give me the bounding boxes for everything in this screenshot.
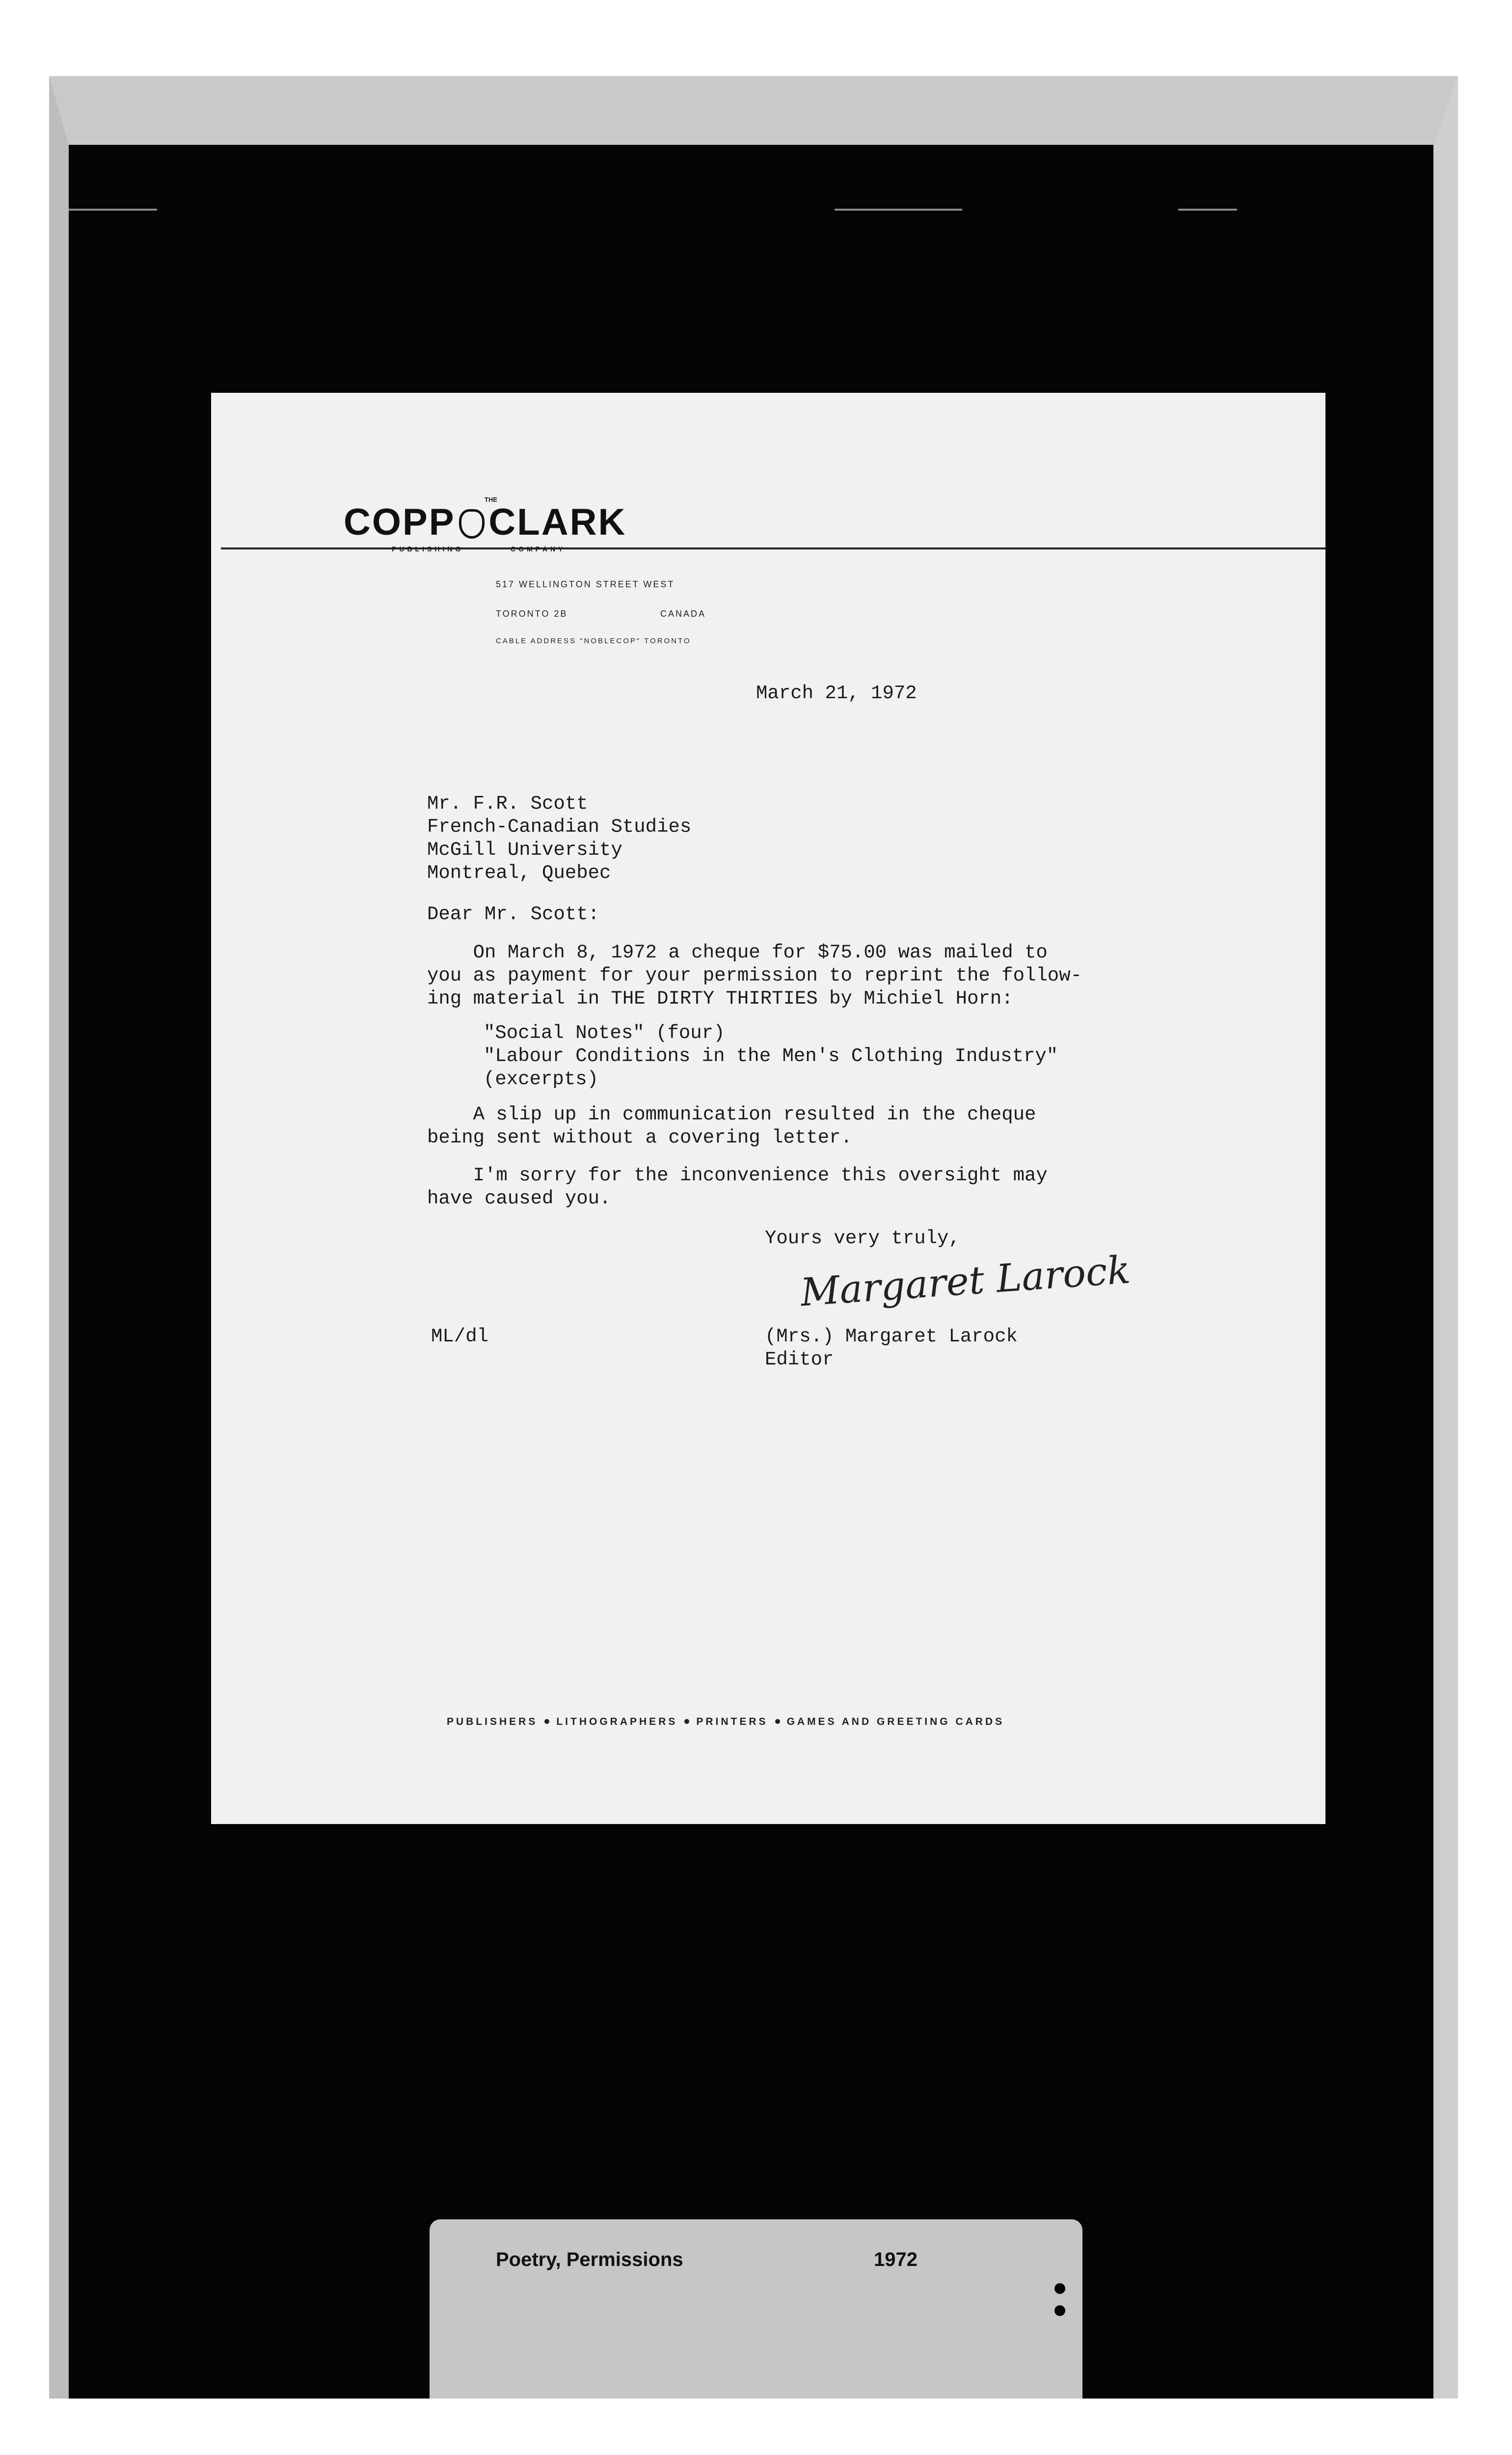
letter-date: March 21, 1972 bbox=[756, 682, 917, 704]
footer-item: PRINTERS bbox=[696, 1716, 768, 1727]
handwritten-signature: Margaret Larock bbox=[799, 1248, 1132, 1315]
film-scratch bbox=[835, 209, 962, 211]
card-year: 1972 bbox=[874, 2249, 918, 2270]
recipient-line: Montreal, Quebec bbox=[427, 862, 611, 884]
logo-word-right: CLARK bbox=[488, 501, 627, 543]
punch-hole-icon bbox=[1054, 2305, 1065, 2316]
body-line: ing material in THE DIRTY THIRTIES by Michiel Horn: bbox=[427, 988, 1013, 1009]
bullet-icon bbox=[544, 1719, 549, 1724]
closing: Yours very truly, bbox=[765, 1228, 960, 1249]
recipient-line: McGill University bbox=[427, 839, 622, 861]
typist-initials: ML/dl bbox=[431, 1326, 489, 1347]
footer-item: LITHOGRAPHERS bbox=[556, 1716, 678, 1727]
bullet-icon bbox=[775, 1719, 780, 1724]
quoted-item: "Labour Conditions in the Men's Clothing Industry" bbox=[484, 1045, 1058, 1067]
body-line: I'm sorry for the inconvenience this oversight may bbox=[427, 1165, 1048, 1186]
letterhead-the: THE bbox=[485, 496, 497, 503]
sender-name: (Mrs.) Margaret Larock bbox=[765, 1326, 1018, 1347]
quoted-item: (excerpts) bbox=[484, 1068, 599, 1090]
body-line: have caused you. bbox=[427, 1188, 611, 1209]
punch-hole-icon bbox=[1054, 2283, 1065, 2294]
recipient-line: Mr. F.R. Scott bbox=[427, 793, 588, 815]
body-line: being sent without a covering letter. bbox=[427, 1127, 852, 1148]
quoted-item: "Social Notes" (four) bbox=[484, 1022, 725, 1044]
address-street: 517 WELLINGTON STREET WEST bbox=[496, 579, 675, 589]
letter-page bbox=[211, 393, 1325, 1824]
body-line: A slip up in communication resulted in the cheque bbox=[427, 1104, 1036, 1125]
logo-word-left: COPP bbox=[344, 501, 456, 543]
salutation: Dear Mr. Scott: bbox=[427, 903, 600, 925]
bullet-icon bbox=[684, 1719, 689, 1724]
body-line: On March 8, 1972 a cheque for $75.00 was mailed to bbox=[427, 942, 1048, 963]
letterhead-footer bbox=[447, 1716, 1004, 1728]
crest-icon bbox=[459, 509, 485, 539]
body-line: you as payment for your permission to reprint the follow- bbox=[427, 965, 1082, 986]
film-scratch bbox=[69, 209, 157, 211]
address-country: CANADA bbox=[660, 609, 706, 619]
cable-address: CABLE ADDRESS "NOBLECOP" TORONTO bbox=[496, 637, 691, 645]
sender-title: Editor bbox=[765, 1349, 834, 1370]
card-subject: Poetry, Permissions bbox=[496, 2249, 683, 2270]
company-logo bbox=[344, 501, 626, 544]
footer-item: GAMES AND GREETING CARDS bbox=[786, 1716, 1005, 1727]
recipient-line: French-Canadian Studies bbox=[427, 816, 692, 838]
index-card bbox=[430, 2219, 1082, 2399]
address-city: TORONTO 2B bbox=[496, 609, 568, 619]
letterhead-rule bbox=[221, 547, 1325, 549]
footer-item: PUBLISHERS bbox=[447, 1716, 538, 1727]
film-scratch bbox=[1178, 209, 1237, 211]
